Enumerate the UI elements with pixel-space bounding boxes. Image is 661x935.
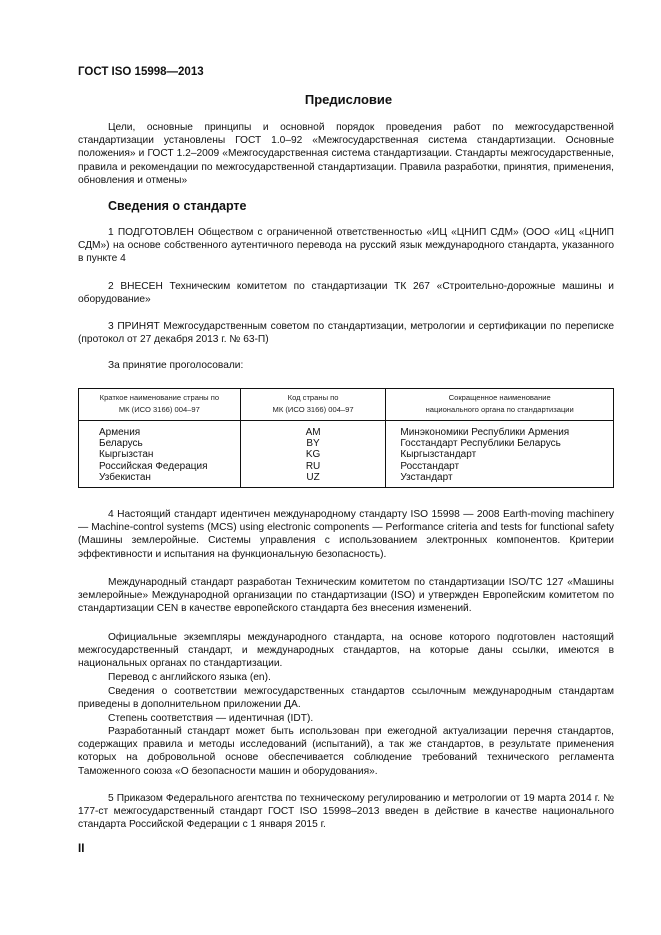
country-code: UZ [306,471,320,483]
vote-label: За принятие проголосовали: [108,360,244,371]
national-body: Росстандарт [400,460,460,472]
bodies-cell [386,421,614,488]
references-paragraph: Сведения о соответствии межгосударственных стандартов ссылочным международным стандартам приведены в дополнительном приложении ДА. [78,686,614,711]
section-title: Сведения о стандарте [108,199,247,213]
header-national-body: Сокращенное наименование национального органа по стандартизации [386,389,614,421]
translation-paragraph: Перевод с английского языка (en). [108,672,271,683]
country-code: AM [305,427,321,438]
page-title: Предисловие [304,92,393,107]
country-name: Российская Федерация [99,460,208,472]
country-name: Узбекистан [99,471,151,483]
official-copies-paragraph: Официальные экземпляры международного стандарта, на основе которого подготовлен настоящий межгосударственный стандарт, и международных стандартов, на которые даны ссылки, имеются в национальных органах по стандартизации. [78,632,614,670]
table-row [79,421,614,488]
item-4-paragraph: 4 Настоящий стандарт идентичен международному стандарту ISO 15998 — 2008 Earth-moving machinery — Machine-control systems (MCS) using electronic components — Performance criteria and tests for functional safety (Машины землеройные. Системы управления с использованием электронных компонентов. Критерии эффективности и испытания на функциональную безопасность). [78,509,614,560]
voting-table [78,388,614,488]
country-code: KG [305,449,321,461]
country-code: BY [306,438,320,450]
page-number: II [78,843,85,855]
country-name: Армения [99,427,141,438]
header-country-name: Краткое наименование страны по МК (ИСО 3166) 004–97 [79,389,241,421]
national-body: Узстандарт [400,471,453,483]
item-5-paragraph: 5 Приказом Федерального агентства по техническому регулированию и метрологии от 19 марта 2014 г. № 177-ст межгосударственный стандарт ГОСТ ISO 15998–2013 введен в действие в качестве национального стандарта Российской Федерации с 1 января 2015 г. [78,793,614,831]
intro-paragraph: Цели, основные принципы и основной порядок проведения работ по межгосударственной стандартизации установлены ГОСТ 1.0–92 «Межгосударственная система стандартизации. Основные положения» и ГОСТ 1.2–2009 «Межгосударственная система стандартизации. Стандарты межгосударственные, правила и рекомендации по межгосударственной стандартизации. Правила разработки, принятия, применения, обновления и отмены» [78,122,614,186]
national-body: Госстандарт Республики Беларусь [400,438,561,450]
countries-cell [79,421,241,488]
item-3-paragraph: 3 ПРИНЯТ Межгосударственным советом по стандартизации, метрологии и сертификации по переписке (протокол от 27 декабря 2013 г. № 63-П) [78,321,614,346]
item-2-paragraph: 2 ВНЕСЕН Техническим комитетом по стандартизации ТК 267 «Строительно-дорожные машины и оборудование» [78,281,614,306]
table-header-row [79,389,614,421]
header-country-code: Код страны по МК (ИСО 3166) 004–97 [240,389,386,421]
country-name: Кыргызстан [99,449,154,461]
country-name: Беларусь [99,438,143,450]
country-code: RU [305,460,321,472]
usage-paragraph: Разработанный стандарт может быть использован при ежегодной актуализации перечня стандартов, содержащих правила и методы исследований (испытаний), а так же стандартов, в результате применения которых на добровольной основе обеспечивается соблюдение требований технического регламента Таможенного союза «О безопасности машин и оборудования». [78,726,614,777]
codes-cell [240,421,386,488]
item-1-paragraph: 1 ПОДГОТОВЛЕН Обществом с ограниченной ответственностью «ИЦ «ЦНИП СДМ» (ООО «ИЦ «ЦНИП СДМ») на основе собственного аутентичного перевода на русский язык международного стандарта, указанного в пункте 4 [78,227,614,265]
degree-paragraph: Степень соответствия — идентичная (IDT). [108,713,314,724]
national-body: Минэкономики Республики Армения [400,427,570,438]
national-body: Кыргызстандарт [400,449,477,461]
development-paragraph: Международный стандарт разработан Техническим комитетом по стандартизации ISO/TC 127 «Машины землеройные» Международной организации по стандартизации (ISO) и утвержден Европейским комитетом по стандартизации CEN в качестве европейского стандарта без внесения изменений. [78,577,614,615]
document-header: ГОСТ ISO 15998—2013 [78,66,204,78]
